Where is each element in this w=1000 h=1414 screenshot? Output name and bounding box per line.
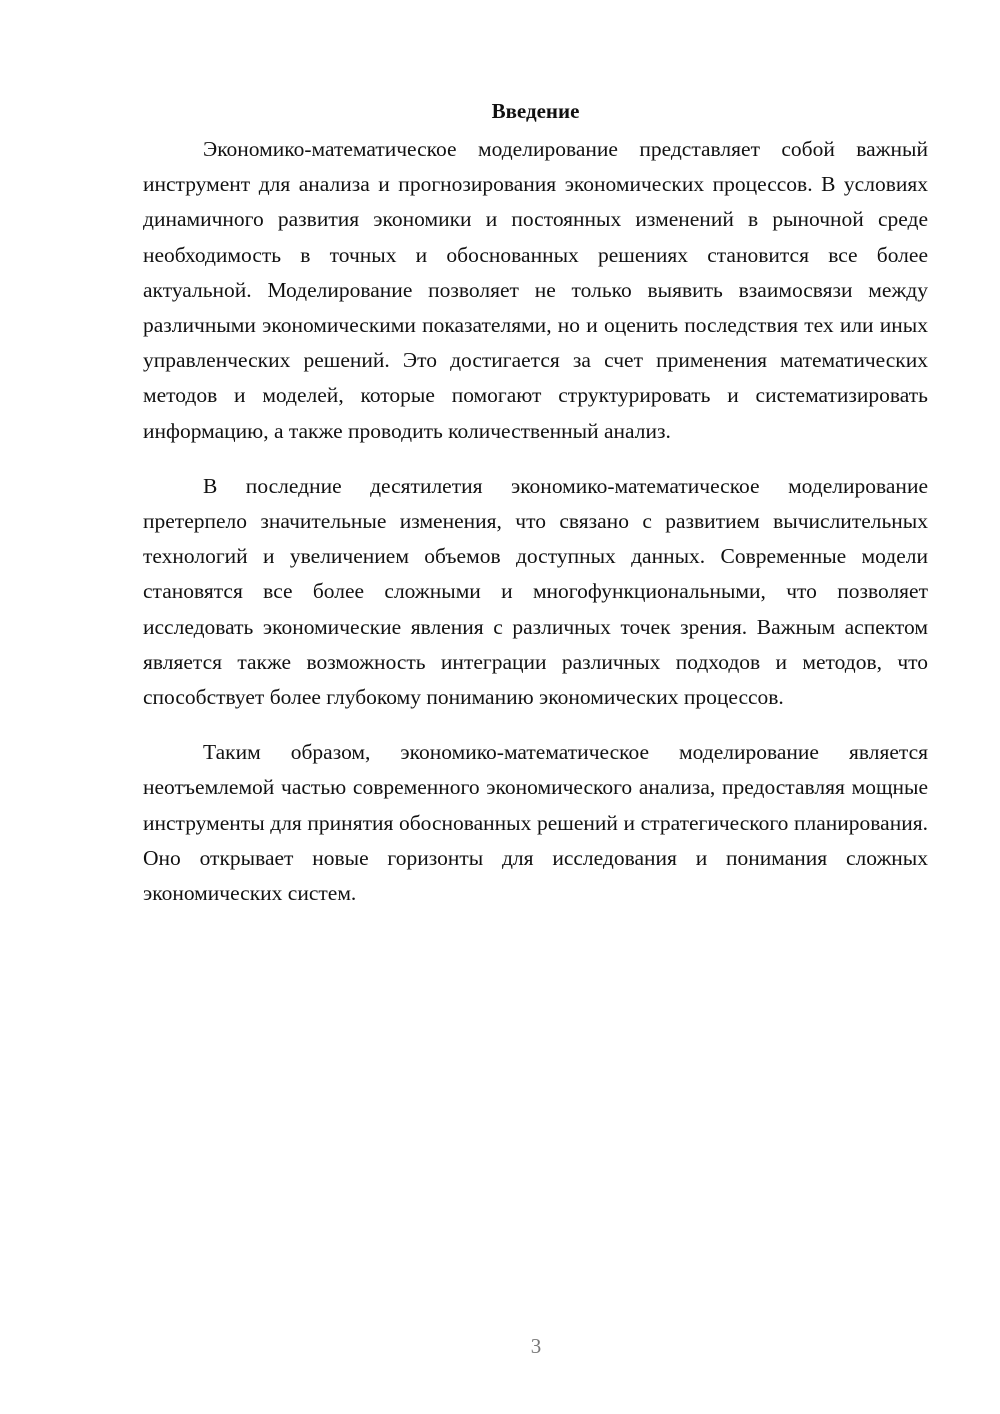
paragraph-1: Экономико-математическое моделирование представляет собой важный инструмент для анализа и прогнозирования экономических процессов. В условиях динамичного развития экономики и постоянных изменений в рыночной среде необходимость в точных и обоснованных решениях становится все более актуальной. Моделирование позволяет не только выявить взаимосвязи между различными экономическими показателями, но и оценить последствия тех или иных управленческих решений. Это достигается за счет применения математических методов и моделей, которые помогают структурировать и систематизировать информацию, а также проводить количественный анализ. xyxy=(143,137,928,443)
page-number: 3 xyxy=(530,1334,542,1358)
paragraph-3: Таким образом, экономико-математическое моделирование является неотъемлемой частью современного экономического анализа, предоставляя мощные инструменты для принятия обоснованных решений и стратегического планирования. Оно открывает новые горизонты для исследования и понимания сложных экономических систем. xyxy=(143,740,928,906)
section-heading: Введение xyxy=(491,99,580,123)
document-body xyxy=(143,96,928,931)
paragraph-2: В последние десятилетия экономико-математическое моделирование претерпело значительные изменения, что связано с развитием вычислительных технологий и увеличением объемов доступных данных. Современные модели становятся все более сложными и многофункциональными, что позволяет исследовать экономические явления с различных точек зрения. Важным аспектом является также возможность интеграции различных подходов и методов, что способствует более глубокому пониманию экономических процессов. xyxy=(143,473,928,710)
